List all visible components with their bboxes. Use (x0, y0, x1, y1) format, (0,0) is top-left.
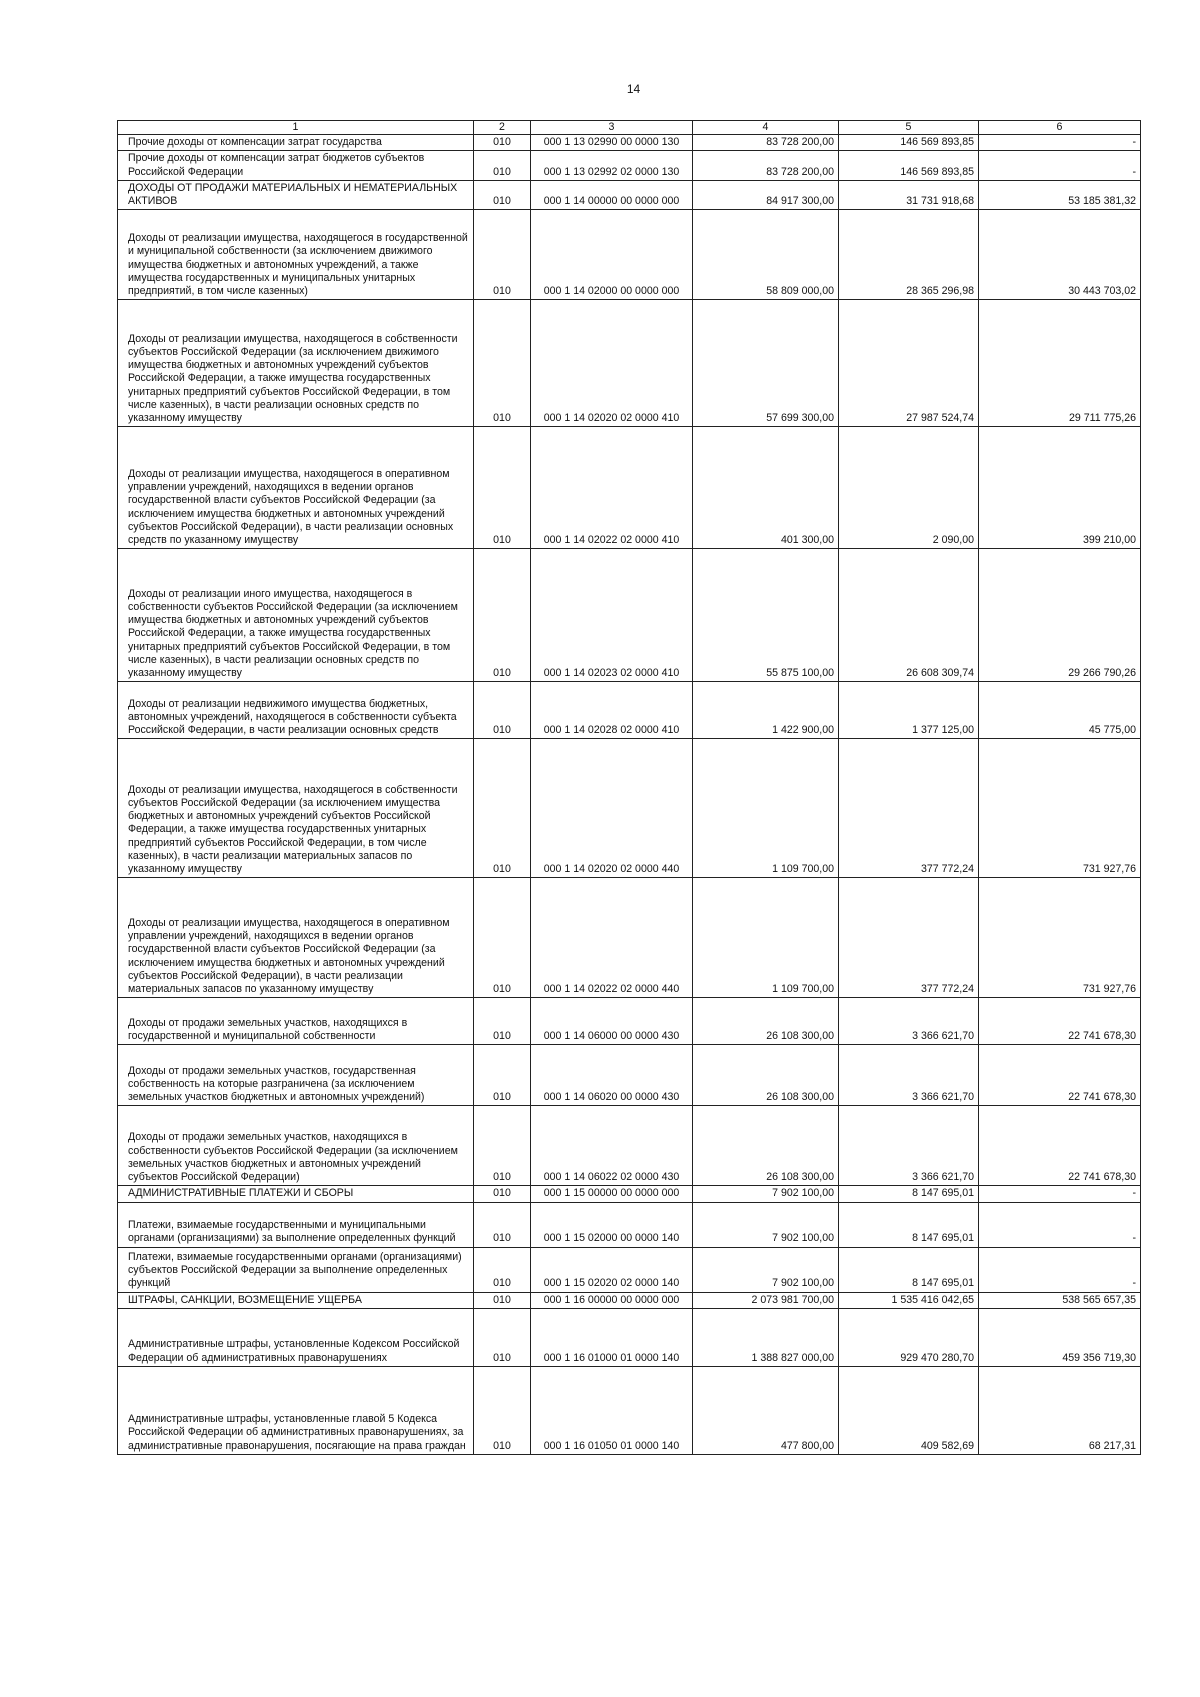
budget-classification-code-cell: 000 1 14 00000 00 0000 000 (531, 180, 693, 209)
unexecuted-amount-cell: 538 565 657,35 (979, 1292, 1141, 1308)
unexecuted-amount-cell: 22 741 678,30 (979, 998, 1141, 1045)
budget-classification-code-cell: 000 1 14 02022 02 0000 410 (531, 427, 693, 549)
approved-amount-cell: 477 800,00 (693, 1366, 839, 1454)
executed-amount-cell: 27 987 524,74 (839, 300, 979, 427)
row-name-cell: Доходы от реализации имущества, находящегося в оперативном управлении учреждений, находящихся в ведении органов государственной власти субъектов Российской Федерации (за исключением имущества бюджетных и автономных учреждений субъектов Российской Федерации), в части реализации материальных запасов по указанному имуществу (118, 878, 474, 998)
approved-amount-cell: 1 388 827 000,00 (693, 1308, 839, 1366)
approved-amount-cell: 2 073 981 700,00 (693, 1292, 839, 1308)
approved-amount-cell: 7 902 100,00 (693, 1202, 839, 1247)
table-row (118, 1308, 1141, 1366)
column-header: 2 (474, 121, 531, 135)
executed-amount-cell: 3 366 621,70 (839, 1045, 979, 1106)
column-header: 3 (531, 121, 693, 135)
row-code-cell: 010 (474, 210, 531, 300)
unexecuted-amount-cell: - (979, 1186, 1141, 1202)
unexecuted-amount-cell: 30 443 703,02 (979, 210, 1141, 300)
executed-amount-cell: 26 608 309,74 (839, 549, 979, 682)
unexecuted-amount-cell: 45 775,00 (979, 682, 1141, 739)
row-code-cell: 010 (474, 1045, 531, 1106)
row-code-cell: 010 (474, 682, 531, 739)
column-header: 1 (118, 121, 474, 135)
column-header: 4 (693, 121, 839, 135)
unexecuted-amount-cell: 29 711 775,26 (979, 300, 1141, 427)
row-code-cell: 010 (474, 300, 531, 427)
table-row (118, 1202, 1141, 1247)
row-code-cell: 010 (474, 180, 531, 209)
table-row (118, 1247, 1141, 1292)
row-code-cell: 010 (474, 878, 531, 998)
unexecuted-amount-cell: 399 210,00 (979, 427, 1141, 549)
executed-amount-cell: 8 147 695,01 (839, 1247, 979, 1292)
approved-amount-cell: 401 300,00 (693, 427, 839, 549)
executed-amount-cell: 3 366 621,70 (839, 998, 979, 1045)
executed-amount-cell: 2 090,00 (839, 427, 979, 549)
executed-amount-cell: 929 470 280,70 (839, 1308, 979, 1366)
table-row (118, 180, 1141, 209)
approved-amount-cell: 26 108 300,00 (693, 1106, 839, 1186)
unexecuted-amount-cell: 29 266 790,26 (979, 549, 1141, 682)
approved-amount-cell: 1 109 700,00 (693, 739, 839, 878)
row-name-cell: Платежи, взимаемые государственными органами (организациями) субъектов Российской Федерации за выполнение определенных функций (118, 1247, 474, 1292)
approved-amount-cell: 7 902 100,00 (693, 1247, 839, 1292)
table-row (118, 151, 1141, 180)
table-row (118, 549, 1141, 682)
budget-classification-code-cell: 000 1 16 00000 00 0000 000 (531, 1292, 693, 1308)
row-name-cell: АДМИНИСТРАТИВНЫЕ ПЛАТЕЖИ И СБОРЫ (118, 1186, 474, 1202)
unexecuted-amount-cell: - (979, 135, 1141, 151)
executed-amount-cell: 1 377 125,00 (839, 682, 979, 739)
budget-classification-code-cell: 000 1 14 02022 02 0000 440 (531, 878, 693, 998)
unexecuted-amount-cell: 53 185 381,32 (979, 180, 1141, 209)
approved-amount-cell: 83 728 200,00 (693, 151, 839, 180)
executed-amount-cell: 28 365 296,98 (839, 210, 979, 300)
budget-classification-code-cell: 000 1 15 02020 02 0000 140 (531, 1247, 693, 1292)
column-header: 5 (839, 121, 979, 135)
row-name-cell: Платежи, взимаемые государственными и муниципальными органами (организациями) за выполнение определенных функций (118, 1202, 474, 1247)
revenue-table (117, 120, 1141, 1455)
row-name-cell: Прочие доходы от компенсации затрат государства (118, 135, 474, 151)
unexecuted-amount-cell: 731 927,76 (979, 739, 1141, 878)
row-name-cell: ШТРАФЫ, САНКЦИИ, ВОЗМЕЩЕНИЕ УЩЕРБА (118, 1292, 474, 1308)
row-code-cell: 010 (474, 1106, 531, 1186)
table-row (118, 1366, 1141, 1454)
executed-amount-cell: 146 569 893,85 (839, 151, 979, 180)
approved-amount-cell: 58 809 000,00 (693, 210, 839, 300)
table-row (118, 1292, 1141, 1308)
budget-classification-code-cell: 000 1 14 02020 02 0000 440 (531, 739, 693, 878)
unexecuted-amount-cell: 22 741 678,30 (979, 1106, 1141, 1186)
budget-classification-code-cell: 000 1 14 02000 00 0000 000 (531, 210, 693, 300)
table-row (118, 1186, 1141, 1202)
budget-classification-code-cell: 000 1 14 06022 02 0000 430 (531, 1106, 693, 1186)
budget-classification-code-cell: 000 1 14 06000 00 0000 430 (531, 998, 693, 1045)
budget-classification-code-cell: 000 1 14 02028 02 0000 410 (531, 682, 693, 739)
approved-amount-cell: 26 108 300,00 (693, 1045, 839, 1106)
row-name-cell: Доходы от продажи земельных участков, находящихся в государственной и муниципальной собственности (118, 998, 474, 1045)
row-code-cell: 010 (474, 427, 531, 549)
table-row (118, 300, 1141, 427)
budget-classification-code-cell: 000 1 16 01050 01 0000 140 (531, 1366, 693, 1454)
budget-classification-code-cell: 000 1 13 02992 02 0000 130 (531, 151, 693, 180)
row-code-cell: 010 (474, 151, 531, 180)
approved-amount-cell: 7 902 100,00 (693, 1186, 839, 1202)
row-code-cell: 010 (474, 549, 531, 682)
table-row (118, 135, 1141, 151)
budget-classification-code-cell: 000 1 13 02990 00 0000 130 (531, 135, 693, 151)
row-name-cell: Административные штрафы, установленные Кодексом Российской Федерации об административных правонарушениях (118, 1308, 474, 1366)
row-code-cell: 010 (474, 1292, 531, 1308)
approved-amount-cell: 84 917 300,00 (693, 180, 839, 209)
table-row (118, 998, 1141, 1045)
row-code-cell: 010 (474, 1308, 531, 1366)
budget-classification-code-cell: 000 1 14 06020 00 0000 430 (531, 1045, 693, 1106)
row-name-cell: ДОХОДЫ ОТ ПРОДАЖИ МАТЕРИАЛЬНЫХ И НЕМАТЕРИАЛЬНЫХ АКТИВОВ (118, 180, 474, 209)
budget-classification-code-cell: 000 1 14 02023 02 0000 410 (531, 549, 693, 682)
page-number: 14 (626, 82, 641, 96)
approved-amount-cell: 1 109 700,00 (693, 878, 839, 998)
table-row (118, 210, 1141, 300)
table-row (118, 739, 1141, 878)
row-name-cell: Административные штрафы, установленные главой 5 Кодекса Российской Федерации об административных правонарушениях, за административные правонарушения, посягающие на права граждан (118, 1366, 474, 1454)
unexecuted-amount-cell: - (979, 1247, 1141, 1292)
executed-amount-cell: 31 731 918,68 (839, 180, 979, 209)
unexecuted-amount-cell: 22 741 678,30 (979, 1045, 1141, 1106)
executed-amount-cell: 8 147 695,01 (839, 1186, 979, 1202)
budget-classification-code-cell: 000 1 16 01000 01 0000 140 (531, 1308, 693, 1366)
row-code-cell: 010 (474, 1186, 531, 1202)
row-name-cell: Доходы от реализации иного имущества, находящегося в собственности субъектов Российской Федерации (за исключением имущества бюджетных и автономных учреждений субъектов Российской Федерации, а также имущества государственных унитарных предприятий субъектов Российской Федерации, в том числе казенных), в части реализации основных средств по указанному имуществу (118, 549, 474, 682)
budget-classification-code-cell: 000 1 15 00000 00 0000 000 (531, 1186, 693, 1202)
table-row (118, 878, 1141, 998)
table-header-row (118, 121, 1141, 135)
executed-amount-cell: 377 772,24 (839, 878, 979, 998)
budget-classification-code-cell: 000 1 15 02000 00 0000 140 (531, 1202, 693, 1247)
row-code-cell: 010 (474, 739, 531, 878)
row-code-cell: 010 (474, 1202, 531, 1247)
approved-amount-cell: 26 108 300,00 (693, 998, 839, 1045)
approved-amount-cell: 55 875 100,00 (693, 549, 839, 682)
table-row (118, 1106, 1141, 1186)
row-code-cell: 010 (474, 1366, 531, 1454)
row-name-cell: Доходы от продажи земельных участков, находящихся в собственности субъектов Российской Федерации (за исключением земельных участков бюджетных и автономных учреждений субъектов Российской Федерации) (118, 1106, 474, 1186)
executed-amount-cell: 377 772,24 (839, 739, 979, 878)
row-name-cell: Доходы от реализации имущества, находящегося в государственной и муниципальной собственности (за исключением движимого имущества бюджетных и автономных учреждений, а также имущества государственных и муниципальных унитарных предприятий, в том числе казенных) (118, 210, 474, 300)
executed-amount-cell: 3 366 621,70 (839, 1106, 979, 1186)
column-header: 6 (979, 121, 1141, 135)
row-name-cell: Доходы от реализации имущества, находящегося в собственности субъектов Российской Федерации (за исключением движимого имущества бюджетных и автономных учреждений субъектов Российской Федерации, а также имущества государственных унитарных предприятий субъектов Российской Федерации, в том числе казенных), в части реализации основных средств по указанному имуществу (118, 300, 474, 427)
row-code-cell: 010 (474, 998, 531, 1045)
table-row (118, 1045, 1141, 1106)
table-row (118, 427, 1141, 549)
budget-classification-code-cell: 000 1 14 02020 02 0000 410 (531, 300, 693, 427)
unexecuted-amount-cell: - (979, 1202, 1141, 1247)
row-name-cell: Доходы от реализации имущества, находящегося в оперативном управлении учреждений, находящихся в ведении органов государственной власти субъектов Российской Федерации (за исключением имущества бюджетных и автономных учреждений субъектов Российской Федерации), в части реализации основных средств по указанному имуществу (118, 427, 474, 549)
executed-amount-cell: 409 582,69 (839, 1366, 979, 1454)
row-name-cell: Доходы от реализации недвижимого имущества бюджетных, автономных учреждений, находящегося в собственности субъекта Российской Федерации, в части реализации основных средств (118, 682, 474, 739)
approved-amount-cell: 57 699 300,00 (693, 300, 839, 427)
row-code-cell: 010 (474, 135, 531, 151)
row-name-cell: Доходы от реализации имущества, находящегося в собственности субъектов Российской Федерации (за исключением имущества бюджетных и автономных учреждений субъектов Российской Федерации, а также имущества государственных унитарных предприятий субъектов Российской Федерации, в том числе казенных), в части реализации материальных запасов по указанному имуществу (118, 739, 474, 878)
row-name-cell: Прочие доходы от компенсации затрат бюджетов субъектов Российской Федерации (118, 151, 474, 180)
table-row (118, 682, 1141, 739)
unexecuted-amount-cell: 731 927,76 (979, 878, 1141, 998)
approved-amount-cell: 83 728 200,00 (693, 135, 839, 151)
unexecuted-amount-cell: 459 356 719,30 (979, 1308, 1141, 1366)
row-name-cell: Доходы от продажи земельных участков, государственная собственность на которые разграничена (за исключением земельных участков бюджетных и автономных учреждений) (118, 1045, 474, 1106)
row-code-cell: 010 (474, 1247, 531, 1292)
unexecuted-amount-cell: - (979, 151, 1141, 180)
unexecuted-amount-cell: 68 217,31 (979, 1366, 1141, 1454)
executed-amount-cell: 146 569 893,85 (839, 135, 979, 151)
executed-amount-cell: 1 535 416 042,65 (839, 1292, 979, 1308)
approved-amount-cell: 1 422 900,00 (693, 682, 839, 739)
executed-amount-cell: 8 147 695,01 (839, 1202, 979, 1247)
